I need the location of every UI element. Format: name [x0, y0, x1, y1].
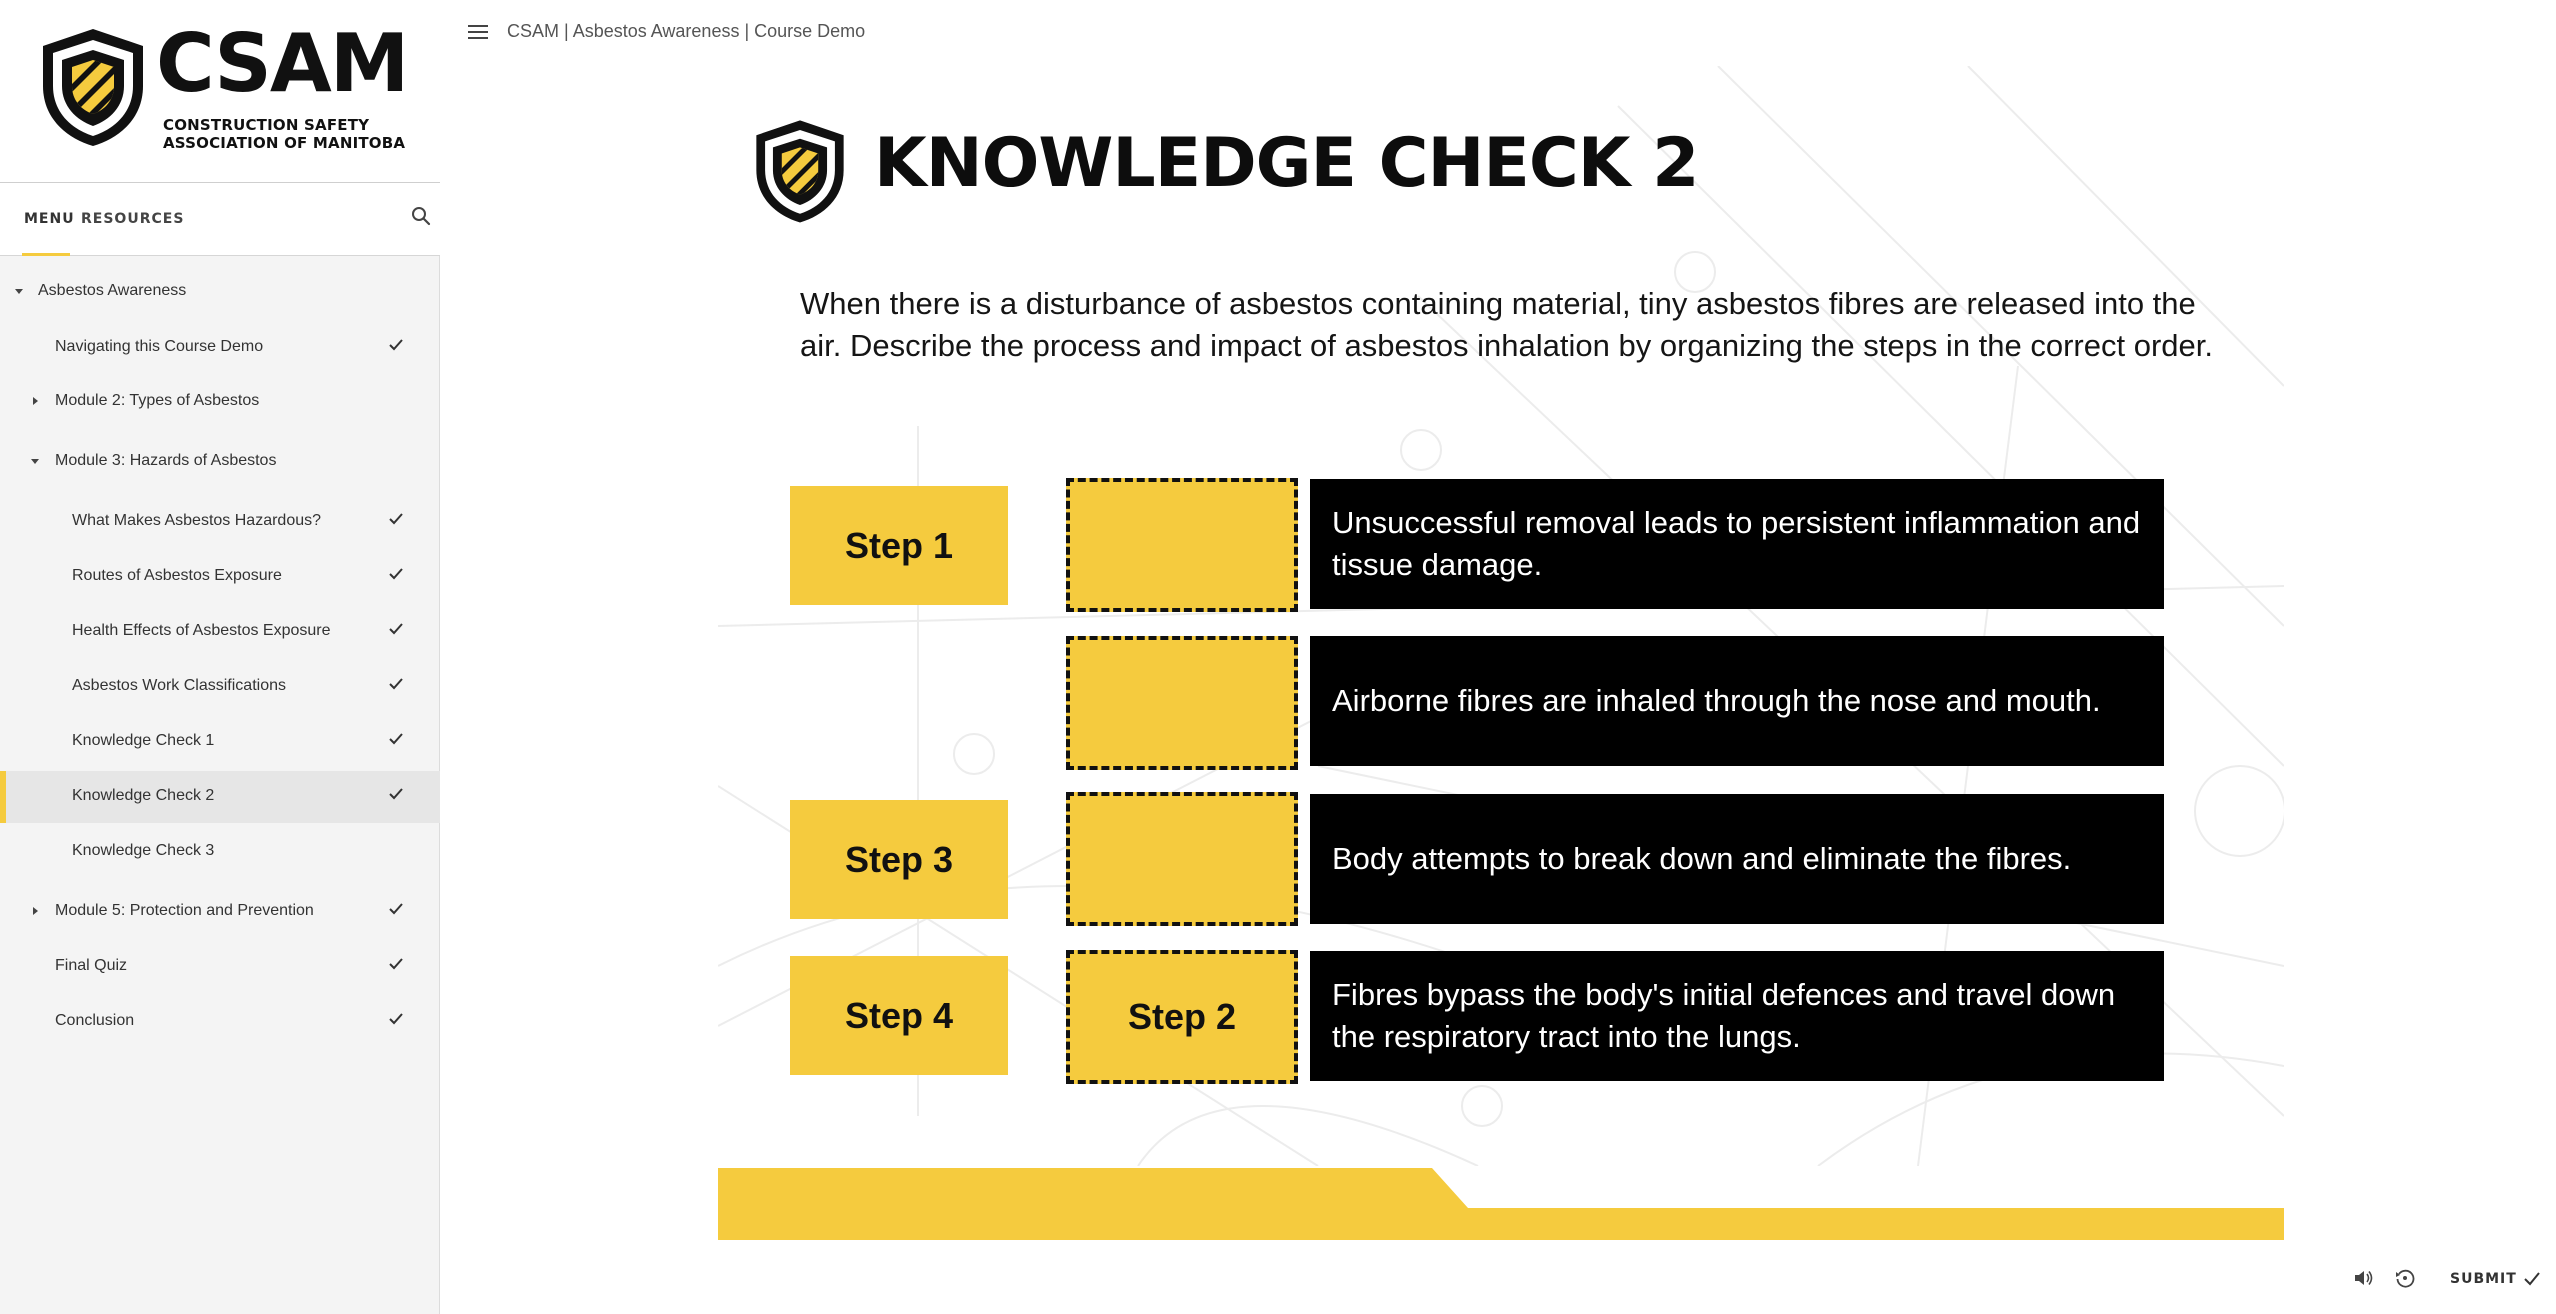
- sidebar-item-label: Module 3: Hazards of Asbestos: [55, 452, 277, 469]
- drag-tile-step-4[interactable]: Step 4: [790, 956, 1008, 1075]
- slide: [718, 66, 2284, 1246]
- description-text: Body attempts to break down and eliminate the fibres.: [1332, 841, 2072, 876]
- sidebar: [0, 0, 440, 1314]
- drag-tile-step-1[interactable]: Step 1: [790, 486, 1008, 605]
- checkmark-icon: [388, 566, 404, 582]
- drop-zone-3[interactable]: [1066, 792, 1298, 926]
- description-card-4: [1310, 951, 2164, 1081]
- checkmark-icon: [388, 337, 404, 353]
- caret-right-icon[interactable]: [30, 906, 40, 916]
- caret-down-icon[interactable]: [30, 456, 40, 466]
- sidebar-item-label: Module 2: Types of Asbestos: [55, 392, 260, 409]
- submit-label: SUBMIT: [2450, 1271, 2517, 1287]
- sidebar-item[interactable]: [0, 941, 440, 993]
- sidebar-item-label: Knowledge Check 2: [72, 787, 215, 804]
- drag-tile-step-3[interactable]: Step 3: [790, 800, 1008, 919]
- active-item-indicator: [0, 771, 6, 823]
- checkmark-icon: [388, 1011, 404, 1027]
- checkmark-icon: [388, 901, 404, 917]
- logo-subtitle-line2: ASSOCIATION OF MANITOBA: [163, 134, 406, 152]
- shield-title-icon: [752, 116, 848, 226]
- sidebar-item-label: Final Quiz: [55, 957, 128, 974]
- drop-zone-2[interactable]: [1066, 636, 1298, 770]
- description-text: Unsuccessful removal leads to persistent inflammation and tissue damage.: [1332, 505, 2141, 582]
- sidebar-item[interactable]: [0, 322, 440, 374]
- volume-icon[interactable]: [2352, 1267, 2374, 1289]
- hamburger-menu-icon[interactable]: [468, 24, 488, 40]
- logo: [0, 0, 440, 183]
- replay-icon[interactable]: [2394, 1267, 2416, 1289]
- sidebar-item[interactable]: [0, 771, 440, 823]
- active-tab-indicator: [22, 253, 70, 256]
- shield-logo-icon: [38, 26, 148, 148]
- description-text: Airborne fibres are inhaled through the nose and mouth.: [1332, 683, 2101, 718]
- checkmark-icon: [388, 511, 404, 527]
- sidebar-item-label: Module 5: Protection and Prevention: [55, 902, 314, 919]
- sidebar-item-label: Conclusion: [55, 1012, 135, 1029]
- sidebar-item[interactable]: [0, 826, 440, 878]
- caret-down-icon[interactable]: [14, 286, 24, 296]
- sidebar-item-label: Routes of Asbestos Exposure: [72, 567, 282, 584]
- tab-menu[interactable]: MENU: [24, 211, 75, 227]
- description-card-3: [1310, 794, 2164, 924]
- sidebar-item-label: Navigating this Course Demo: [55, 338, 264, 355]
- sidebar-item-label: What Makes Asbestos Hazardous?: [72, 512, 322, 529]
- page-title: KNOWLEDGE CHECK 2: [874, 124, 1699, 203]
- checkmark-icon: [388, 956, 404, 972]
- description-card-1: [1310, 479, 2164, 609]
- sidebar-item[interactable]: [0, 996, 440, 1048]
- drop-zone-4[interactable]: Step 2: [1066, 950, 1298, 1084]
- checkmark-icon: [388, 786, 404, 802]
- breadcrumb: CSAM | Asbestos Awareness | Course Demo: [507, 21, 866, 41]
- checkmark-icon: [388, 621, 404, 637]
- sidebar-item[interactable]: [0, 496, 440, 548]
- sidebar-item-label: Health Effects of Asbestos Exposure: [72, 622, 331, 639]
- checkmark-icon: [388, 731, 404, 747]
- checkmark-icon: [2523, 1271, 2541, 1287]
- sidebar-item[interactable]: [0, 436, 440, 488]
- sidebar-item[interactable]: [0, 661, 440, 713]
- description-text: Fibres bypass the body's initial defences and travel down the respiratory tract into the lungs.: [1332, 977, 2116, 1054]
- drop-zone-1[interactable]: [1066, 478, 1298, 612]
- sidebar-item[interactable]: [0, 376, 440, 428]
- sidebar-item[interactable]: [0, 886, 440, 938]
- description-card-2: [1310, 636, 2164, 766]
- decorative-footer-band: [718, 1168, 2284, 1246]
- logo-subtitle-line1: CONSTRUCTION SAFETY: [163, 116, 370, 134]
- sidebar-item-label: Asbestos Work Classifications: [72, 677, 286, 694]
- sidebar-item[interactable]: [0, 551, 440, 603]
- tab-resources[interactable]: RESOURCES: [81, 211, 185, 227]
- checkmark-icon: [388, 676, 404, 692]
- question-prompt: When there is a disturbance of asbestos containing material, tiny asbestos fibres are released into the air. Describe the process and impact of asbestos inhalation by organizing the steps in the correct order.: [800, 286, 2213, 363]
- search-icon[interactable]: [410, 205, 432, 227]
- submit-button[interactable]: [2450, 1268, 2541, 1290]
- sidebar-item-label: Asbestos Awareness: [38, 282, 187, 299]
- logo-subtitle: [163, 116, 405, 152]
- sidebar-item-label: Knowledge Check 3: [72, 842, 215, 859]
- sidebar-item[interactable]: [0, 606, 440, 658]
- sidebar-item[interactable]: [0, 716, 440, 768]
- logo-wordmark: CSAM: [156, 17, 408, 110]
- sidebar-tabs: [0, 183, 440, 256]
- sidebar-item-label: Knowledge Check 1: [72, 732, 215, 749]
- sidebar-item[interactable]: [0, 266, 440, 318]
- caret-right-icon[interactable]: [30, 396, 40, 406]
